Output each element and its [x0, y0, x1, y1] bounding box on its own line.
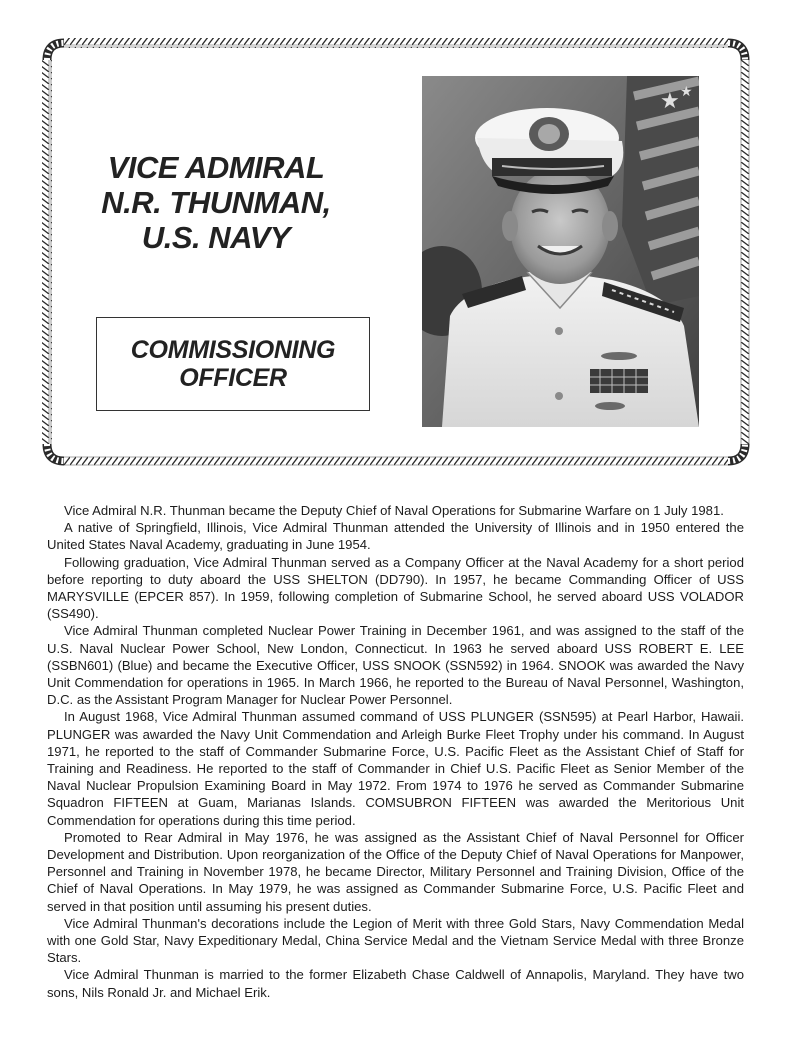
- biography-text: [47, 502, 744, 1001]
- page-title: [92, 150, 340, 255]
- portrait-photo-icon: [422, 76, 699, 427]
- bio-paragraph-7: Vice Admiral Thunman's decorations include the Legion of Merit with three Gold Stars, Navy Commendation Medal with one Gold Star, Navy Expeditionary Medal, China Service Medal and the Vietnam Service Medal with three Bronze Stars.: [47, 915, 744, 966]
- title-line-2: N.R. THUNMAN,: [101, 185, 331, 220]
- bio-paragraph-8: Vice Admiral Thunman is married to the former Elizabeth Chase Caldwell of Annapolis, Maryland. They have two sons, Nils Ronald Jr. and Michael Erik.: [47, 967, 744, 1000]
- role-box: [96, 317, 370, 411]
- bio-paragraph-1: Vice Admiral N.R. Thunman became the Deputy Chief of Naval Operations for Submarine Warfare on 1 July 1981.: [64, 503, 724, 518]
- bio-paragraph-5: In August 1968, Vice Admiral Thunman assumed command of USS PLUNGER (SSN595) at Pearl Harbor, Hawaii. PLUNGER was awarded the Navy Unit Commendation and Arleigh Burke Fleet Trophy under his command. In August 1971, he reported to the staff of Commander Submarine Force, U.S. Pacific Fleet as the Assistant Chief of Staff for Training and Readiness. He reported to the staff of Commander in Chief U.S. Pacific Fleet as Senior Member of the Naval Nuclear Propulsion Examining Board in May 1972. From 1974 to 1976 he served as Commander Submarine Squadron FIFTEEN at Guam, Marianas Islands. COMSUBRON FIFTEEN was awarded the Meritorious Unit Commendation for operations during this time period.: [47, 709, 744, 828]
- role-line-2: OFFICER: [179, 364, 287, 392]
- svg-text:★: ★: [660, 89, 680, 114]
- portrait-photo: [422, 76, 699, 427]
- bio-paragraph-6: Promoted to Rear Admiral in May 1976, he was assigned as the Assistant Chief of Naval Personnel for Officer Development and Distribution. Upon reorganization of the Office of the Deputy Chief of Naval Operations for Manpower, Personnel and Training in November 1978, he became Director, Military Personnel and Training Division, Office of the Chief of Naval Operations. In May 1979, he was assigned as Commander Submarine Force, U.S. Pacific Fleet and served in that position until assuming his present duties.: [47, 829, 744, 914]
- bio-paragraph-4: Vice Admiral Thunman completed Nuclear Power Training in December 1961, and was assigned to the staff of the U.S. Naval Nuclear Power School, New London, Connecticut. In 1963 he served aboard USS ROBERT E. LEE (SSBN601) (Blue) and became the Executive Officer, USS SNOOK (SSN592) in 1964. SNOOK was awarded the Navy Unit Commendation for operations in 1965. In March 1966, he reported to the Bureau of Naval Personnel, Washington, D.C. as the Assistant Program Manager for Nuclear Power Personnel.: [47, 623, 744, 708]
- title-line-3: U.S. NAVY: [141, 220, 291, 255]
- bio-paragraph-2: A native of Springfield, Illinois, Vice Admiral Thunman attended the University of Illinois and in 1950 entered the United States Naval Academy, graduating in June 1954.: [47, 520, 744, 553]
- role-line-1: COMMISSIONING: [130, 336, 336, 364]
- bio-paragraph-3: Following graduation, Vice Admiral Thunman served as a Company Officer at the Naval Academy for a short period before reporting to duty aboard the USS SHELTON (DD790). In 1957, he became Commanding Officer of USS MARYSVILLE (EPCER 857). In 1959, following completion of Submarine School, he served aboard USS VOLADOR (SS490).: [47, 554, 744, 622]
- svg-text:★: ★: [680, 84, 693, 100]
- title-line-1: VICE ADMIRAL: [107, 150, 325, 185]
